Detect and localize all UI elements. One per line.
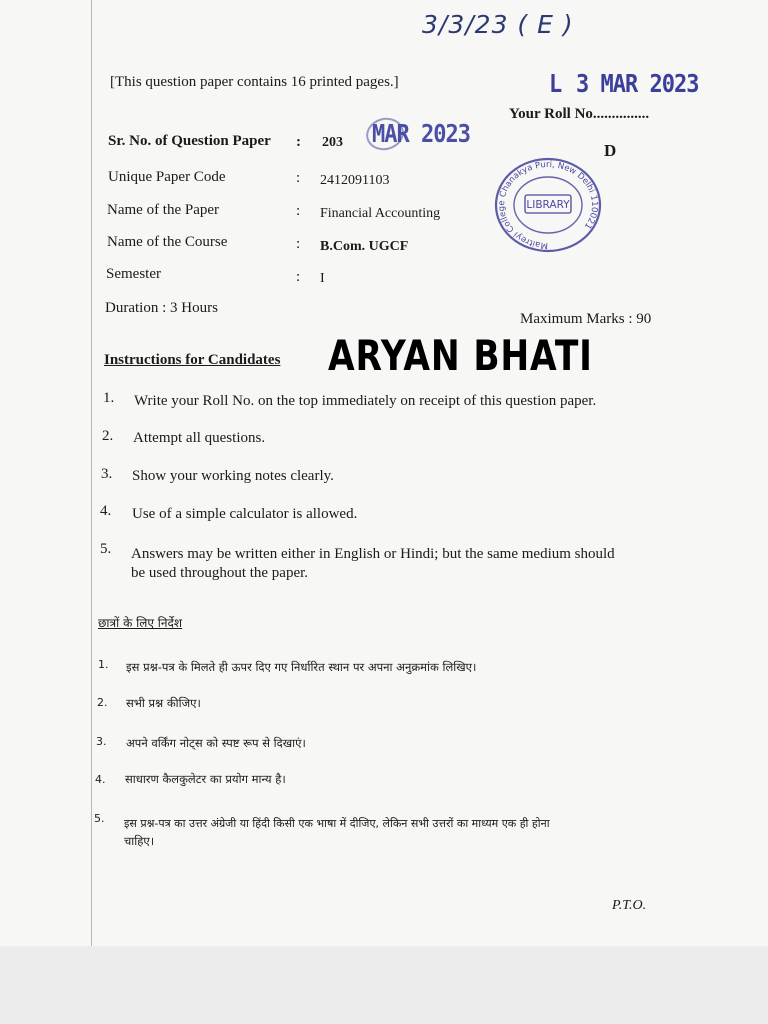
- instruction-number: 5.: [100, 541, 112, 557]
- instruction-text: Attempt all questions.: [133, 430, 266, 446]
- instruction-text: Answers may be written either in English or Hindi; but the same medium should: [131, 546, 615, 562]
- stamp-date-top: 3 MAR 2023: [576, 70, 699, 99]
- instruction-text: Show your working notes clearly.: [132, 468, 334, 484]
- pages-note: [This question paper contains 16 printed pages.]: [110, 74, 399, 90]
- instruction-number: 3.: [101, 466, 113, 482]
- hindi-instruction-text: सभी प्रश्न कीजिए।: [126, 696, 201, 710]
- hindi-instruction-text: इस प्रश्न-पत्र के मिलते ही ऊपर दिए गए निर्धारित स्थान पर अपना अनुक्रमांक लिखिए।: [126, 660, 477, 674]
- overlay-name: ARYAN BHATI: [328, 331, 593, 380]
- hindi-instruction-number: 2.: [97, 696, 108, 709]
- semester-label: Semester: [106, 266, 161, 282]
- instruction-number: 2.: [102, 428, 114, 444]
- semester-value: I: [320, 271, 325, 286]
- stamp-date-mid: MAR 2023: [372, 120, 470, 149]
- library-seal: [492, 155, 604, 255]
- pto-label: P.T.O.: [612, 898, 647, 913]
- duration: Duration : 3 Hours: [105, 300, 218, 316]
- seal-ring-text: Maitreyi College Chanakya Puri, New Delhi 110021: [496, 159, 600, 251]
- sr-no-value: 203: [322, 135, 343, 150]
- instruction-text-continued: be used throughout the paper.: [131, 565, 309, 581]
- hindi-instruction-number: 5.: [94, 812, 105, 825]
- hindi-instruction-text: इस प्रश्न-पत्र का उत्तर अंग्रेजी या हिंदी किसी एक भाषा में दीजिए, लेकिन सभी उत्तरों का माध्यम एक ही होना: [124, 817, 550, 830]
- hindi-instruction-text: अपने वर्किंग नोट्स को स्पष्ट रूप से दिखाएं।: [126, 736, 306, 750]
- hindi-instruction-number: 4.: [95, 773, 106, 786]
- handwritten-date: 3/3/23 ( E ): [422, 10, 574, 39]
- course-name-colon: :: [296, 236, 301, 252]
- sr-no-colon: :: [296, 134, 301, 150]
- maximum-marks: Maximum Marks : 90: [520, 311, 652, 327]
- paper-code-colon: :: [296, 170, 301, 186]
- instruction-text: Write your Roll No. on the top immediately on receipt of this question paper.: [134, 393, 597, 409]
- hindi-instruction-number: 1.: [98, 658, 109, 671]
- paper-name-label: Name of the Paper: [107, 202, 220, 218]
- instruction-number: 4.: [100, 503, 112, 519]
- margin-line: [91, 0, 92, 946]
- set-letter: D: [604, 141, 617, 160]
- course-name-value: B.Com. UGCF: [320, 239, 409, 254]
- paper-name-colon: :: [296, 203, 301, 219]
- course-name-label: Name of the Course: [107, 234, 228, 250]
- sr-no-label: Sr. No. of Question Paper: [108, 133, 271, 149]
- paper-code-value: 2412091103: [320, 173, 390, 188]
- hindi-instruction-text-continued: चाहिए।: [124, 834, 155, 848]
- seal-center-text: LIBRARY: [526, 199, 570, 211]
- instructions-heading: Instructions for Candidates: [104, 352, 281, 368]
- instruction-number: 1.: [103, 390, 115, 406]
- hindi-instruction-number: 3.: [96, 735, 107, 748]
- semester-colon: :: [296, 269, 301, 285]
- roll-number-label: Your Roll No...............: [509, 106, 650, 122]
- hindi-instruction-text: साधारण कैलकुलेटर का प्रयोग मान्य है।: [125, 772, 286, 786]
- stamp-date-top-mark: L: [549, 70, 562, 99]
- hindi-instructions-heading: छात्रों के लिए निर्देश: [98, 616, 183, 630]
- paper-code-label: Unique Paper Code: [108, 169, 226, 185]
- paper-name-value: Financial Accounting: [320, 206, 441, 221]
- instruction-text: Use of a simple calculator is allowed.: [132, 506, 358, 522]
